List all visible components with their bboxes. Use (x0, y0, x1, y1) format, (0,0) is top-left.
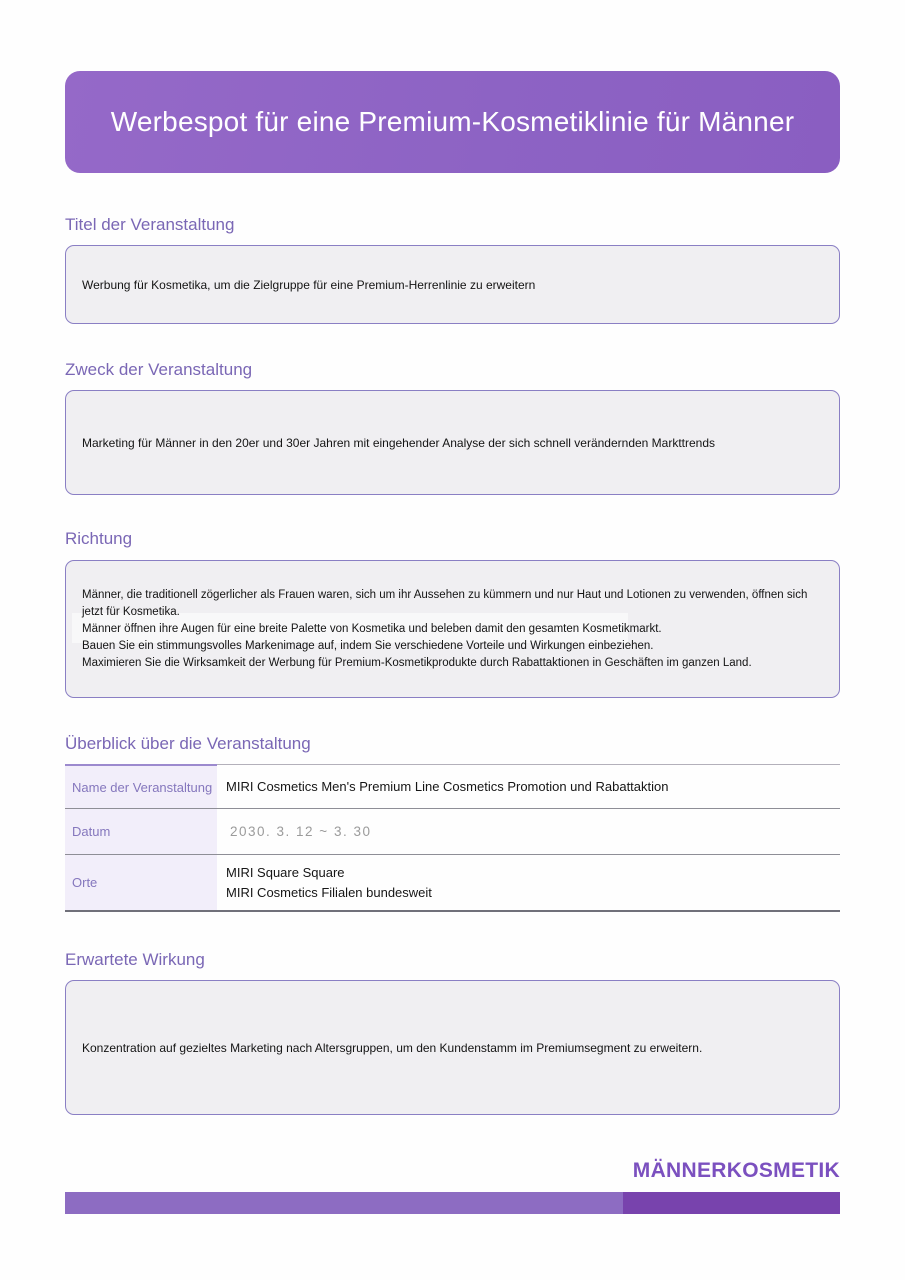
top-rule-line (217, 764, 840, 765)
direction-line: Maximieren Sie die Wirksamkeit der Werbung für Premium-Kosmetikprodukte durch Rabattaktionen in Geschäften im ganzen Land. (82, 656, 752, 669)
footer-bar (65, 1192, 840, 1214)
direction-line: Bauen Sie ein stimmungsvolles Markenimage auf, indem Sie verschiedene Vorteile und Wirkungen einbeziehen. (82, 639, 654, 652)
section-event-title (65, 215, 840, 324)
document-content (0, 215, 905, 1115)
direction-line: Männer, die traditionell zögerlicher als Frauen waren, sich um ihr Aussehen zu kümmern und nur Haut und Lotionen zu verwenden, öffnen sich jetzt für Kosmetika. (82, 588, 808, 618)
expected-effect-field (65, 980, 840, 1115)
row-label: Name der Veranstaltung (65, 766, 217, 808)
row-value: MIRI Cosmetics Men's Premium Line Cosmetics Promotion und Rabattaktion (226, 779, 669, 794)
section-expected-effect (65, 950, 840, 1115)
direction-field (65, 560, 840, 698)
section-event-purpose (65, 360, 840, 495)
direction-heading: Richtung (65, 529, 133, 548)
row-value (217, 855, 840, 910)
event-title-text: Werbung für Kosmetika, um die Zielgruppe für eine Premium-Herrenlinie zu erweitern (82, 277, 536, 292)
banner-title: Werbespot für eine Premium-Kosmetiklinie für Männer (110, 106, 795, 137)
row-value: 2030. 3. 12 ~ 3. 30 (230, 823, 372, 839)
footer-bar-right-segment (623, 1192, 840, 1214)
event-purpose-field (65, 390, 840, 495)
event-overview-table (65, 764, 840, 912)
footer-bar-left-segment (65, 1192, 623, 1214)
expected-effect-text: Konzentration auf gezieltes Marketing nach Altersgruppen, um den Kundenstamm im Premiumsegment zu erweitern. (82, 1040, 703, 1055)
section-event-overview (65, 734, 840, 912)
location-line: MIRI Cosmetics Filialen bundesweit (226, 884, 432, 900)
title-banner (65, 71, 840, 173)
table-row-date (65, 809, 840, 855)
event-title-heading: Titel der Veranstaltung (65, 215, 235, 234)
expected-effect-heading: Erwartete Wirkung (65, 950, 205, 969)
direction-line: Männer öffnen ihre Augen für eine breite Palette von Kosmetika und beleben damit den gesamten Kosmetikmarkt. (82, 622, 662, 635)
location-line: MIRI Square Square (226, 864, 345, 880)
event-overview-heading: Überblick über die Veranstaltung (65, 734, 311, 753)
row-label: Orte (65, 855, 217, 910)
event-purpose-text: Marketing für Männer in den 20er und 30er Jahren mit eingehender Analyse der sich schnell verändernden Markttrends (82, 435, 716, 450)
table-row-event-name (65, 766, 840, 809)
document-footer (0, 1159, 905, 1214)
event-title-field (65, 245, 840, 324)
brand-logo: MÄNNERKOSMETIK (632, 1159, 840, 1182)
section-direction (65, 529, 840, 698)
event-purpose-heading: Zweck der Veranstaltung (65, 360, 253, 379)
table-row-locations (65, 855, 840, 912)
row-label: Datum (65, 809, 217, 854)
